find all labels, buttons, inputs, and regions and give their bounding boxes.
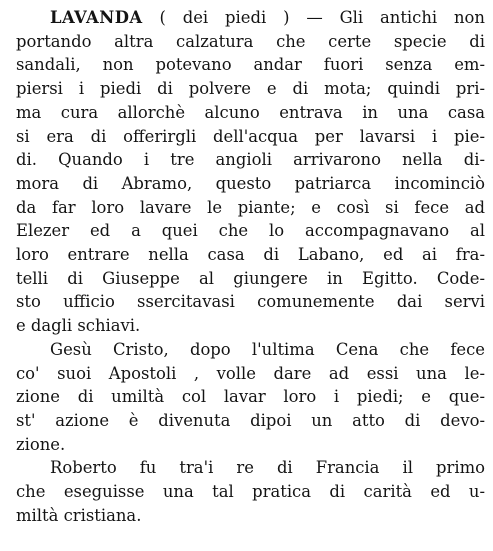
entry-headword: LAVANDA <box>50 8 143 27</box>
text-line: ma cura allorchè alcuno entrava in una casa <box>16 102 485 122</box>
text-line: loro entrare nella casa di Labano, ed ai fra- <box>16 245 485 265</box>
entry-first-line-rest: ( dei piedi ) — Gli antichi non <box>142 8 485 27</box>
text-line: sandali, non potevano andar fuori senza em- <box>16 55 485 75</box>
entry-paragraph-1 <box>16 6 485 338</box>
text-line: si era di offerirgli dell'acqua per lavarsi i pie- <box>16 126 485 146</box>
text-line: mora di Abramo, questo patriarca incominciò <box>16 173 485 193</box>
text-line: di. Quando i tre angioli arrivarono nella di- <box>16 150 485 170</box>
text-line: miltà cristiana. <box>16 505 142 525</box>
entry-first-line <box>16 6 485 30</box>
text-line: Roberto fu tra'i re di Francia il primo <box>50 458 485 478</box>
text-line: telli di Giuseppe al giungere in Egitto. Code- <box>16 268 485 288</box>
entry-paragraph-2 <box>16 338 485 457</box>
text-line: zione di umiltà col lavar loro i piedi; e que- <box>16 387 485 407</box>
text-line: sto ufficio ssercitavasi comunemente dai servi <box>16 292 485 312</box>
text-line: piersi i piedi di polvere e di mota; quindi pri- <box>16 79 485 99</box>
text-line: che eseguisse una tal pratica di carità ed u- <box>16 482 485 502</box>
text-line: Elezer ed a quei che lo accompagnavano al <box>16 221 485 241</box>
text-line: da far loro lavare le piante; e così si fece ad <box>16 197 485 217</box>
text-line: co' suoi Apostoli , volle dare ad essi una le- <box>16 363 485 383</box>
text-line: portando altra calzatura che certe specie di <box>16 31 485 51</box>
entry-paragraph-3 <box>16 456 485 527</box>
text-line: st' azione è divenuta dipoi un atto di devo- <box>16 410 485 430</box>
text-line: Gesù Cristo, dopo l'ultima Cena che fece <box>50 339 485 359</box>
text-line: zione. <box>16 434 66 454</box>
text-line: e dagli schiavi. <box>16 316 141 336</box>
